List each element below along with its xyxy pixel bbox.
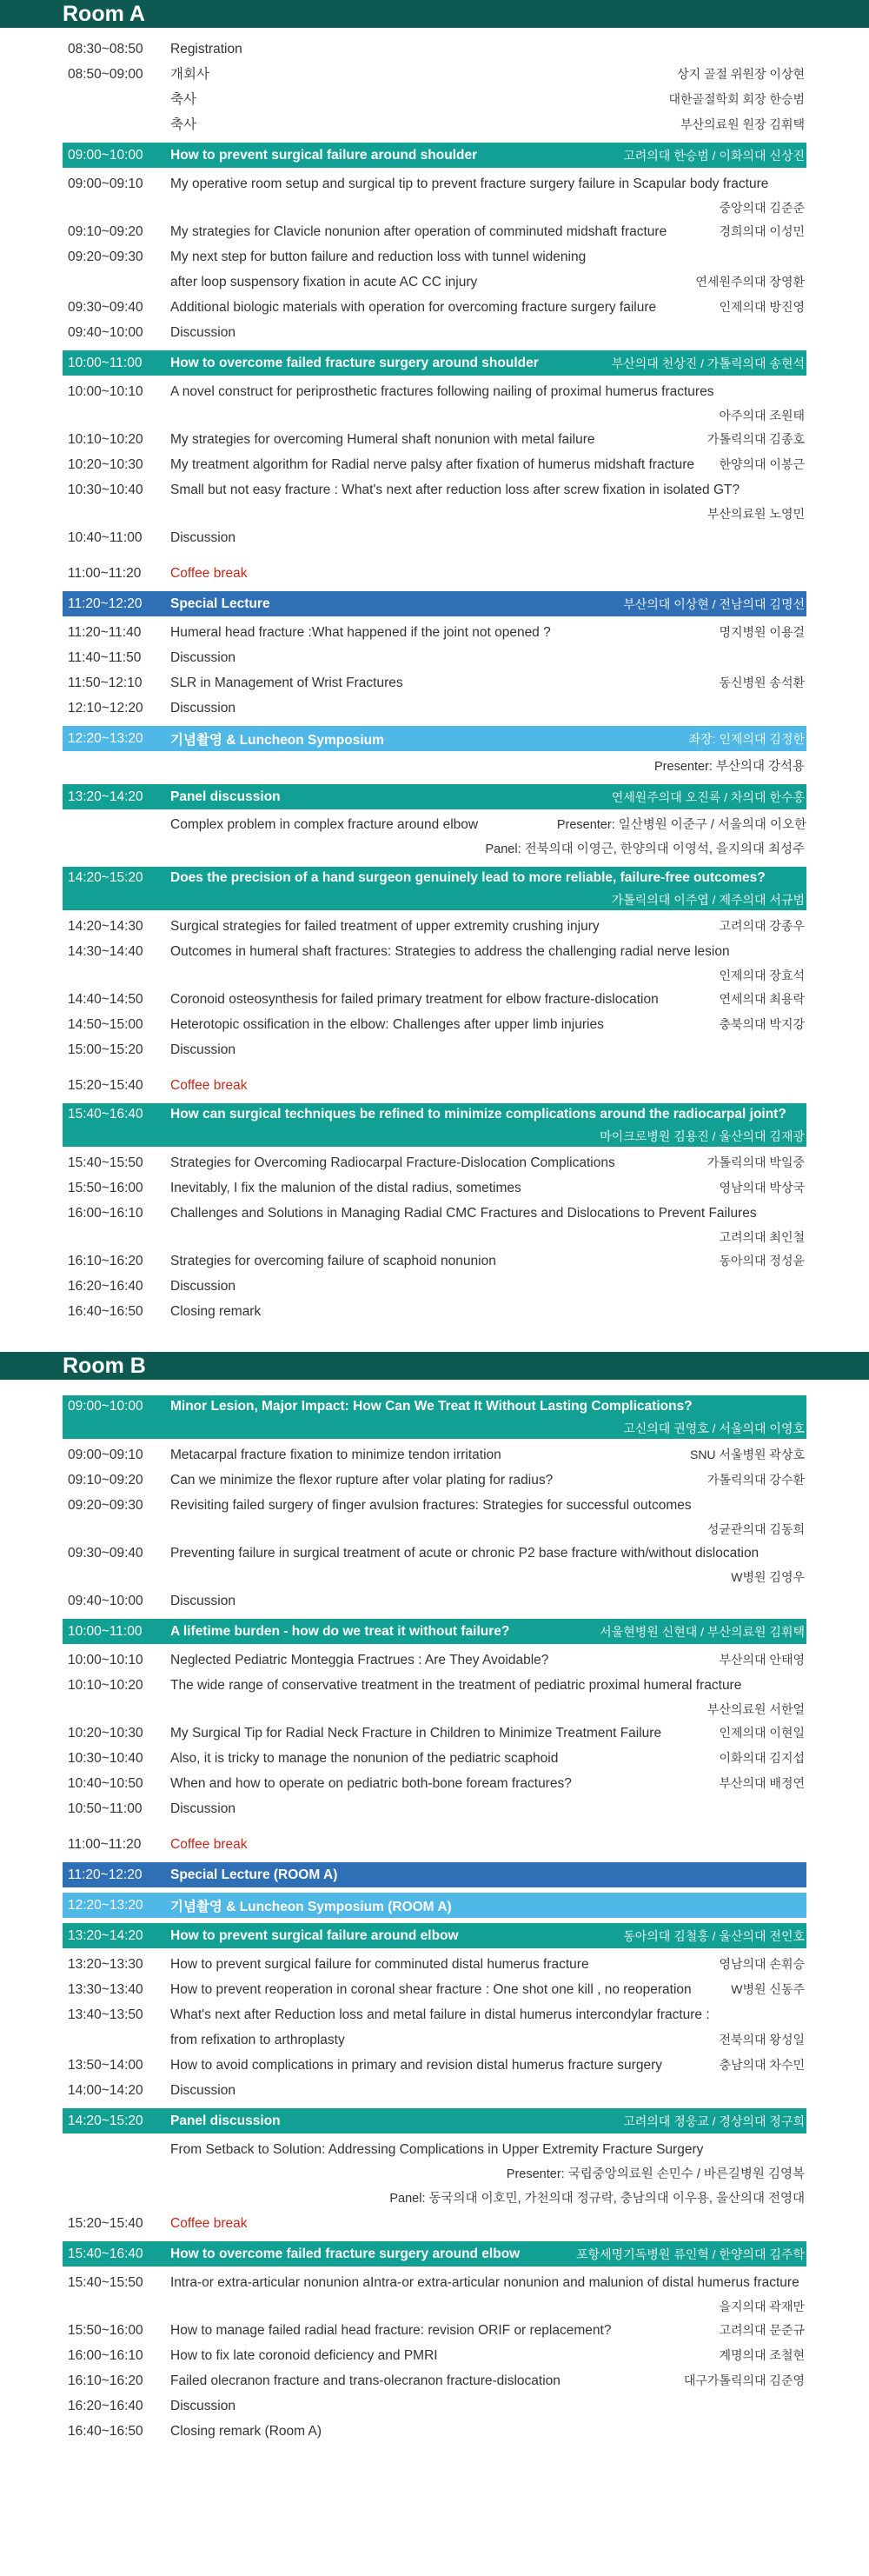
session-title: A lifetime burden - how do we treat it without failure? bbox=[170, 1623, 510, 1639]
session-time: 10:00~10:10 bbox=[68, 1653, 143, 1667]
session-time: 15:50~16:00 bbox=[68, 2323, 143, 2338]
schedule-row bbox=[63, 1201, 806, 1226]
session-title: Challenges and Solutions in Managing Radial CMC Fractures and Dislocations to Prevent Failures bbox=[170, 1206, 757, 1221]
session-chairs: 부산의대 이상현 / 전남의대 김명선 bbox=[623, 596, 805, 611]
schedule-row bbox=[63, 1468, 806, 1493]
speaker-affiliation: 충북의대 박지강 bbox=[719, 1017, 805, 1031]
session-title: When and how to operate on pediatric both-bone foream fractures? bbox=[170, 1776, 572, 1791]
session-time: 14:20~14:30 bbox=[68, 919, 143, 934]
session-title: Special Lecture bbox=[170, 596, 270, 611]
schedule-row bbox=[63, 1493, 806, 1518]
session-time: 08:30~08:50 bbox=[68, 42, 143, 57]
schedule-row bbox=[63, 1647, 806, 1673]
speaker-affiliation: 계명의대 조철현 bbox=[719, 2348, 805, 2362]
panel-members: Panel: 전북의대 이영근, 한양의대 이영석, 을지의대 최성주 bbox=[485, 842, 805, 856]
session-time: 15:40~15:50 bbox=[68, 1155, 143, 1170]
session-title: Can we minimize the flexor rupture after volar plating for radius? bbox=[170, 1473, 554, 1488]
session-time: 10:30~10:40 bbox=[68, 483, 143, 497]
coffee-break-label: Coffee break bbox=[170, 566, 248, 581]
speaker-affiliation: 연세원주의대 장영환 bbox=[695, 275, 805, 289]
session-time: 16:00~16:10 bbox=[68, 2348, 143, 2363]
session-time: 15:40~16:40 bbox=[68, 1107, 143, 1122]
schedule-row bbox=[63, 1771, 806, 1796]
session-time: 14:50~15:00 bbox=[68, 1017, 143, 1032]
room-b-schedule bbox=[0, 1380, 869, 2444]
session-header-line bbox=[63, 1103, 806, 1126]
schedule-row bbox=[63, 1588, 806, 1614]
session-time: 10:20~10:30 bbox=[68, 457, 143, 472]
session-title: Failed olecranon fracture and trans-olecranon fracture-dislocation bbox=[170, 2373, 561, 2388]
session-time: 10:10~10:20 bbox=[68, 1678, 143, 1693]
speaker-affiliation: 한양의대 이봉근 bbox=[719, 457, 805, 471]
session-title: Registration bbox=[170, 42, 242, 57]
schedule-row-continued bbox=[63, 270, 806, 295]
schedule-row bbox=[63, 2053, 806, 2078]
session-time: 11:00~11:20 bbox=[68, 1837, 142, 1852]
session-header bbox=[63, 2108, 806, 2133]
speaker-affiliation: 을지의대 곽재만 bbox=[719, 2300, 805, 2313]
session-chairs: 고려의대 한승범 / 이화의대 신상진 bbox=[623, 148, 805, 163]
session-title: Inevitably, I fix the malunion of the distal radius, sometimes bbox=[170, 1181, 521, 1195]
session-title: Discussion bbox=[170, 2083, 235, 2098]
schedule-row bbox=[63, 1248, 806, 1274]
session-header-line bbox=[63, 1395, 806, 1418]
session-time: 10:00~10:10 bbox=[68, 384, 143, 399]
session-time: 13:20~14:20 bbox=[68, 1927, 143, 1943]
coffee-break-label: Coffee break bbox=[170, 1837, 248, 1852]
session-header bbox=[63, 784, 806, 809]
session-time: 15:50~16:00 bbox=[68, 1181, 143, 1195]
session-title: How to prevent reoperation in coronal shear fracture : One shot one kill , no reoperation bbox=[170, 1982, 692, 1997]
session-title-continued: after loop suspensory fixation in acute AC CC injury bbox=[170, 275, 478, 290]
session-title: Also, it is tricky to manage the nonunion of the pediatric scaphoid bbox=[170, 1751, 559, 1766]
schedule-row bbox=[63, 2078, 806, 2103]
speaker-affiliation: 전북의대 왕성일 bbox=[719, 2033, 805, 2047]
session-title: Surgical strategies for failed treatment of upper extremity crushing injury bbox=[170, 919, 600, 934]
schedule-row bbox=[63, 939, 806, 964]
session-header bbox=[63, 591, 806, 616]
session-title: SLR in Management of Wrist Fractures bbox=[170, 676, 403, 690]
presenter-line: Presenter: 부산의대 강석용 bbox=[654, 760, 805, 774]
schedule-row bbox=[63, 37, 806, 62]
session-title: Metacarpal fracture fixation to minimize tendon irritation bbox=[170, 1448, 501, 1462]
speaker-affiliation: 중앙의대 김준준 bbox=[719, 201, 805, 215]
coffee-break-row bbox=[63, 561, 806, 586]
speaker-affiliation: 부산의대 배정연 bbox=[719, 1776, 805, 1790]
session-time: 16:20~16:40 bbox=[68, 1279, 143, 1294]
session-time: 16:40~16:50 bbox=[68, 2424, 143, 2439]
session-chairs: 동아의대 김철홍 / 울산의대 전인호 bbox=[623, 1928, 805, 1943]
session-chairs: 연세원주의대 오진록 / 차의대 한수홍 bbox=[611, 789, 805, 804]
session-title: Strategies for Overcoming Radiocarpal Fracture-Dislocation Complications bbox=[170, 1155, 615, 1170]
session-title: Discussion bbox=[170, 325, 235, 340]
session-time: 11:40~11:50 bbox=[68, 650, 142, 665]
session-time: 14:00~14:20 bbox=[68, 2083, 143, 2098]
session-title: Discussion bbox=[170, 2399, 235, 2413]
session-header bbox=[63, 1395, 806, 1439]
schedule-row bbox=[63, 1274, 806, 1299]
speaker-affiliation: 성균관의대 김동희 bbox=[706, 1522, 805, 1536]
speaker-affiliation: 부산의료원 서한얼 bbox=[706, 1702, 805, 1716]
schedule-row bbox=[63, 1442, 806, 1468]
session-title: My strategies for overcoming Humeral shaft nonunion with metal failure bbox=[170, 432, 595, 447]
schedule-row bbox=[63, 1012, 806, 1037]
session-title: Revisiting failed surgery of finger avulsion fractures: Strategies for successful outcomes bbox=[170, 1498, 692, 1513]
session-time: 12:20~13:20 bbox=[68, 1897, 143, 1913]
speaker-affiliation: 동신병원 송석환 bbox=[719, 676, 805, 689]
speaker-affiliation: 동아의대 정성윤 bbox=[719, 1254, 805, 1268]
schedule-row bbox=[63, 62, 806, 87]
speaker-affiliation: SNU 서울병원 곽상호 bbox=[689, 1448, 805, 1461]
session-chairs: 고려의대 정웅교 / 경상의대 정구희 bbox=[623, 2113, 805, 2128]
schedule-row bbox=[63, 2368, 806, 2393]
session-time: 12:20~13:20 bbox=[68, 730, 143, 746]
speaker-affiliation: 대한골절학회 회장 한승범 bbox=[668, 92, 805, 106]
session-time: 09:20~09:30 bbox=[68, 250, 143, 264]
panel-presenter: Presenter: 일산병원 이준구 / 서울의대 이오한 bbox=[556, 818, 806, 832]
session-time: 09:30~09:40 bbox=[68, 1546, 143, 1561]
session-title: My Surgical Tip for Radial Neck Fracture in Children to Minimize Treatment Failure bbox=[170, 1726, 662, 1741]
session-time: 10:10~10:20 bbox=[68, 432, 143, 447]
schedule-row bbox=[63, 1541, 806, 1566]
session-title: Small but not easy fracture : What's next after reduction loss after screw fixation in isolated GT? bbox=[170, 483, 740, 497]
coffee-break-label: Coffee break bbox=[170, 1078, 248, 1093]
session-title: Discussion bbox=[170, 1279, 235, 1294]
schedule-row bbox=[63, 2270, 806, 2295]
session-time: 09:10~09:20 bbox=[68, 224, 143, 239]
session-time: 13:30~13:40 bbox=[68, 1982, 143, 1997]
session-title: 개회사 bbox=[170, 67, 209, 82]
speaker-affiliation: 연세의대 최용락 bbox=[719, 992, 805, 1006]
session-time: 11:20~12:20 bbox=[68, 596, 143, 611]
session-title: Humeral head fracture :What happened if the joint not opened ? bbox=[170, 625, 551, 640]
session-time: 15:40~16:40 bbox=[68, 2246, 143, 2261]
panel-presenter: Presenter: 국립중앙의료원 손민수 / 바른길병원 김영복 bbox=[506, 2167, 805, 2181]
session-time: 14:30~14:40 bbox=[68, 944, 143, 959]
session-title: How to fix late coronoid deficiency and PMRI bbox=[170, 2348, 438, 2363]
spacer bbox=[63, 550, 806, 561]
schedule-row bbox=[63, 112, 806, 137]
schedule-row bbox=[63, 620, 806, 645]
session-title: How to manage failed radial head fracture: revision ORIF or replacement? bbox=[170, 2323, 612, 2338]
speaker-affiliation: 부산의대 안태영 bbox=[719, 1653, 805, 1667]
session-title: Discussion bbox=[170, 1801, 235, 1816]
session-title: Panel discussion bbox=[170, 789, 281, 804]
session-title-continued: from refixation to arthroplasty bbox=[170, 2033, 345, 2047]
panel-topic-row bbox=[63, 813, 806, 837]
session-time: 13:20~13:30 bbox=[68, 1957, 143, 1972]
session-header bbox=[63, 1619, 806, 1644]
speaker-affiliation: 영남의대 박상국 bbox=[719, 1181, 805, 1195]
session-title: Closing remark (Room A) bbox=[170, 2424, 322, 2439]
speaker-affiliation: 아주의대 조원태 bbox=[719, 409, 805, 423]
session-title: Discussion bbox=[170, 701, 235, 716]
panel-topic: From Setback to Solution: Addressing Complications in Upper Extremity Fracture Surgery bbox=[170, 2142, 704, 2157]
session-time: 13:50~14:00 bbox=[68, 2058, 143, 2073]
session-title: Coronoid osteosynthesis for failed primary treatment for elbow fracture-dislocation bbox=[170, 992, 659, 1007]
session-time: 11:50~12:10 bbox=[68, 676, 143, 690]
schedule-row bbox=[63, 87, 806, 112]
schedule-row bbox=[63, 1037, 806, 1062]
speaker-affiliation: 경희의대 이성민 bbox=[719, 224, 805, 238]
schedule-row bbox=[63, 914, 806, 939]
schedule-row bbox=[63, 452, 806, 477]
session-time: 10:20~10:30 bbox=[68, 1726, 143, 1741]
session-time: 09:10~09:20 bbox=[68, 1473, 143, 1488]
session-title: Closing remark bbox=[170, 1304, 262, 1319]
schedule-row bbox=[63, 219, 806, 244]
session-title: Discussion bbox=[170, 1594, 235, 1608]
session-time: 11:20~11:40 bbox=[68, 625, 142, 640]
schedule-row bbox=[63, 2393, 806, 2419]
schedule-row-continued bbox=[63, 2027, 806, 2053]
session-time: 11:20~12:20 bbox=[68, 1867, 143, 1882]
coffee-break-row bbox=[63, 2211, 806, 2236]
session-title: Discussion bbox=[170, 650, 235, 665]
speaker-affiliation: 고려의대 문준규 bbox=[719, 2323, 805, 2337]
session-title: 축사 bbox=[170, 92, 196, 107]
session-time: 10:00~11:00 bbox=[68, 355, 143, 370]
schedule-row bbox=[63, 2419, 806, 2444]
speaker-affiliation: 충남의대 차수민 bbox=[719, 2058, 805, 2072]
speaker-affiliation: W병원 신동주 bbox=[731, 1982, 805, 1996]
speaker-affiliation: 가톨릭의대 박일중 bbox=[706, 1155, 805, 1169]
schedule-row bbox=[63, 1150, 806, 1175]
session-title: Intra-or extra-articular nonunion aIntra-or extra-articular nonunion and malunion of distal humerus fracture bbox=[170, 2275, 799, 2290]
session-header bbox=[63, 2241, 806, 2266]
speaker-affiliation: 명지병원 이용걸 bbox=[719, 625, 805, 639]
session-time: 09:00~09:10 bbox=[68, 176, 143, 191]
room-gap bbox=[0, 1324, 869, 1352]
speaker-affiliation: 상지 골절 위원장 이상현 bbox=[677, 67, 805, 81]
session-time: 13:40~13:50 bbox=[68, 2007, 143, 2022]
schedule-row bbox=[63, 2002, 806, 2027]
session-title: How to overcome failed fracture surgery around shoulder bbox=[170, 355, 539, 370]
session-title: How to prevent surgical failure for comminuted distal humerus fracture bbox=[170, 1957, 589, 1972]
session-title: Heterotopic ossification in the elbow: Challenges after upper limb injuries bbox=[170, 1017, 604, 1032]
session-title: The wide range of conservative treatment in the treatment of pediatric proximal humeral fracture bbox=[170, 1678, 742, 1693]
session-time: 16:10~16:20 bbox=[68, 1254, 143, 1268]
session-title: Panel discussion bbox=[170, 2113, 281, 2128]
speaker-affiliation: 이화의대 김지섭 bbox=[719, 1751, 805, 1765]
session-title: Neglected Pediatric Monteggia Fractrues : Are They Avoidable? bbox=[170, 1653, 549, 1667]
session-time: 11:00~11:20 bbox=[68, 566, 142, 581]
session-time: 14:40~14:50 bbox=[68, 992, 143, 1007]
session-time: 09:00~10:00 bbox=[68, 147, 143, 163]
schedule-row bbox=[63, 295, 806, 320]
speaker-affiliation: 고려의대 최인철 bbox=[719, 1230, 805, 1244]
session-time: 15:20~15:40 bbox=[68, 1078, 143, 1093]
session-time: 16:40~16:50 bbox=[68, 1304, 143, 1319]
session-time: 12:10~12:20 bbox=[68, 701, 143, 716]
session-title: How to prevent surgical failure around elbow bbox=[170, 1927, 459, 1943]
session-chairs: 좌장: 인제의대 김정한 bbox=[688, 731, 805, 746]
session-header bbox=[63, 350, 806, 376]
session-time: 16:10~16:20 bbox=[68, 2373, 143, 2388]
session-title: Discussion bbox=[170, 530, 235, 545]
session-header bbox=[63, 867, 806, 910]
schedule-row bbox=[63, 171, 806, 196]
schedule-row bbox=[63, 1673, 806, 1698]
session-title: What's next after Reduction loss and metal failure in distal humerus intercondylar fracture : bbox=[170, 2007, 710, 2022]
session-time: 10:40~10:50 bbox=[68, 1776, 143, 1791]
speaker-affiliation: 부산의료원 노영민 bbox=[706, 507, 805, 521]
session-time: 15:40~15:50 bbox=[68, 2275, 143, 2290]
speaker-affiliation: 부산의료원 원장 김휘택 bbox=[680, 117, 805, 131]
session-title: How to overcome failed fracture surgery around elbow bbox=[170, 2246, 521, 2261]
session-time: 09:30~09:40 bbox=[68, 300, 143, 315]
session-header bbox=[63, 1893, 806, 1918]
session-title: 기념촬영 & Luncheon Symposium (ROOM A) bbox=[170, 1899, 452, 1914]
session-header bbox=[63, 1862, 806, 1887]
session-title: A novel construct for periprosthetic fractures following nailing of proximal humerus fractures bbox=[170, 384, 714, 399]
schedule-row bbox=[63, 427, 806, 452]
schedule-row bbox=[63, 1952, 806, 1977]
schedule-row bbox=[63, 1299, 806, 1324]
session-title: My next step for button failure and reduction loss with tunnel widening bbox=[170, 250, 587, 264]
panel-topic-row bbox=[63, 2137, 806, 2162]
session-chairs: 포항세명기독병원 류인혁 / 한양의대 김주학 bbox=[576, 2247, 805, 2261]
session-title: How to avoid complications in primary and revision distal humerus fracture surgery bbox=[170, 2058, 662, 2073]
schedule-row bbox=[63, 987, 806, 1012]
coffee-break-label: Coffee break bbox=[170, 2216, 248, 2231]
schedule-row bbox=[63, 2343, 806, 2368]
schedule-row bbox=[63, 379, 806, 404]
session-header bbox=[63, 726, 806, 751]
spacer bbox=[63, 1062, 806, 1073]
speaker-affiliation: 가톨릭의대 김종호 bbox=[706, 432, 805, 446]
schedule-row bbox=[63, 1746, 806, 1771]
schedule-row bbox=[63, 696, 806, 721]
session-time: 09:40~10:00 bbox=[68, 325, 143, 340]
coffee-break-row bbox=[63, 1073, 806, 1098]
session-title: Special Lecture (ROOM A) bbox=[170, 1867, 338, 1882]
session-time: 14:20~15:20 bbox=[68, 2113, 143, 2128]
session-time: 15:20~15:40 bbox=[68, 2216, 143, 2231]
session-time: 08:50~09:00 bbox=[68, 67, 143, 82]
session-title: My operative room setup and surgical tip to prevent fracture surgery failure in Scapular body fracture bbox=[170, 176, 769, 191]
schedule-row bbox=[63, 1796, 806, 1821]
schedule-row bbox=[63, 320, 806, 345]
session-title: How can surgical techniques be refined to minimize complications around the radiocarpal joint? bbox=[170, 1107, 786, 1122]
panel-topic: Complex problem in complex fracture around elbow bbox=[170, 817, 479, 832]
room-b-header: Room B bbox=[0, 1352, 869, 1380]
room-a-schedule bbox=[0, 28, 869, 1324]
speaker-affiliation: W병원 김영우 bbox=[731, 1570, 805, 1584]
session-header bbox=[63, 1103, 806, 1147]
session-chairs: 마이크로병원 김용진 / 울산의대 김재광 bbox=[600, 1129, 805, 1143]
speaker-affiliation: 영남의대 손휘승 bbox=[719, 1957, 805, 1971]
session-title: 축사 bbox=[170, 117, 196, 132]
session-title: Minor Lesion, Major Impact: How Can We Treat It Without Lasting Complications? bbox=[170, 1399, 693, 1414]
session-time: 10:30~10:40 bbox=[68, 1751, 143, 1766]
session-chairs: 가톨릭의대 이주엽 / 제주의대 서규범 bbox=[611, 893, 805, 907]
session-header bbox=[63, 1923, 806, 1948]
schedule-row bbox=[63, 645, 806, 670]
session-title: Outcomes in humeral shaft fractures: Strategies to address the challenging radial nerve lesion bbox=[170, 944, 730, 959]
session-header-line bbox=[63, 867, 806, 889]
session-title: 기념촬영 & Luncheon Symposium bbox=[170, 732, 384, 748]
room-a-header: Room A bbox=[0, 0, 869, 28]
session-title: How to prevent surgical failure around shoulder bbox=[170, 147, 478, 163]
session-title: Strategies for overcoming failure of scaphoid nonunion bbox=[170, 1254, 496, 1268]
schedule-row bbox=[63, 670, 806, 696]
schedule-row bbox=[63, 1977, 806, 2002]
schedule-row bbox=[63, 1175, 806, 1201]
session-time: 09:20~09:30 bbox=[68, 1498, 143, 1513]
speaker-affiliation: 가톨릭의대 강수환 bbox=[706, 1473, 805, 1487]
session-time: 16:20~16:40 bbox=[68, 2399, 143, 2413]
speaker-affiliation: 인제의대 이현일 bbox=[719, 1726, 805, 1740]
session-time: 10:40~11:00 bbox=[68, 530, 143, 545]
session-title: Does the precision of a hand surgeon genuinely lead to more reliable, failure-free outcomes? bbox=[170, 870, 766, 885]
session-title: Preventing failure in surgical treatment of acute or chronic P2 base fracture with/without dislocation bbox=[170, 1546, 760, 1561]
session-title: Additional biologic materials with operation for overcoming fracture surgery failure bbox=[170, 300, 657, 315]
session-title: Discussion bbox=[170, 1042, 235, 1057]
session-title: My strategies for Clavicle nonunion after operation of comminuted midshaft fracture bbox=[170, 224, 667, 239]
session-time: 13:20~14:20 bbox=[68, 789, 143, 804]
session-time: 15:00~15:20 bbox=[68, 1042, 143, 1057]
session-time: 16:00~16:10 bbox=[68, 1206, 143, 1221]
session-header bbox=[63, 143, 806, 168]
session-chairs: 고신의대 권영호 / 서울의대 이영호 bbox=[623, 1421, 805, 1435]
schedule-row bbox=[63, 1721, 806, 1746]
panel-members: Panel: 동국의대 이호민, 가천의대 정규락, 충남의대 이우용, 울산의대 전영대 bbox=[389, 2192, 805, 2206]
session-title: My treatment algorithm for Radial nerve palsy after fixation of humerus midshaft fracture bbox=[170, 457, 695, 472]
session-time: 10:00~11:00 bbox=[68, 1623, 143, 1639]
coffee-break-row bbox=[63, 1832, 806, 1857]
spacer bbox=[63, 1821, 806, 1832]
schedule-row bbox=[63, 477, 806, 503]
session-chairs: 부산의대 천상진 / 가톨릭의대 송현석 bbox=[611, 356, 805, 370]
schedule-row bbox=[63, 244, 806, 270]
session-time: 09:00~10:00 bbox=[68, 1399, 143, 1414]
session-time: 14:20~15:20 bbox=[68, 870, 143, 885]
speaker-affiliation: 인제의대 장효석 bbox=[719, 968, 805, 982]
speaker-affiliation: 대구가톨릭의대 김준영 bbox=[683, 2373, 805, 2387]
speaker-affiliation: 고려의대 강종우 bbox=[719, 919, 805, 933]
speaker-affiliation: 인제의대 방진영 bbox=[719, 300, 805, 314]
session-time: 09:40~10:00 bbox=[68, 1594, 143, 1608]
schedule-row bbox=[63, 2318, 806, 2343]
session-time: 09:00~09:10 bbox=[68, 1448, 143, 1462]
session-time: 10:50~11:00 bbox=[68, 1801, 143, 1816]
schedule-row bbox=[63, 525, 806, 550]
session-chairs: 서울현병원 신현대 / 부산의료원 김휘택 bbox=[600, 1624, 805, 1639]
